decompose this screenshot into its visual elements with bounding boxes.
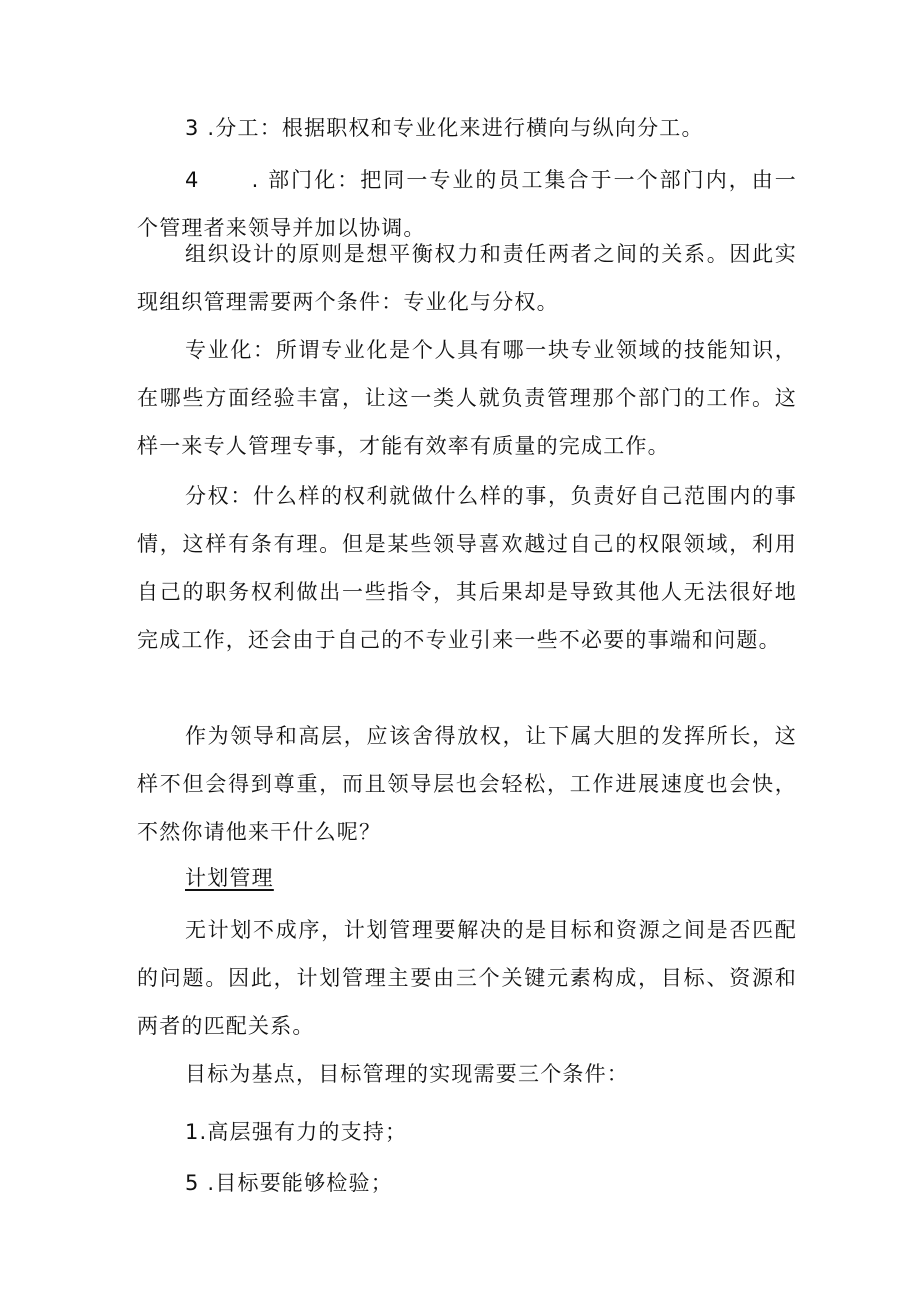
paragraph-goal-conditions: 目标为基点，目标管理的实现需要三个条件：: [185, 1062, 629, 1086]
list-item-leadership-support: 1.高层强有力的支持；: [185, 1120, 408, 1144]
paragraph-organization-principle: 组织设计的原则是想平衡权力和责任两者之间的关系。因此实现组织管理需要两个条件：专业化与分权。: [137, 242, 797, 314]
paragraph-leadership: 作为领导和高层，应该舍得放权，让下属大胆的发挥所长，这样不但会得到尊重，而且领导层也会轻松，工作进展速度也会快，不然你请他来干什么呢？: [137, 724, 797, 844]
list-item-division-of-labor: 3 .分工：根据职权和专业化来进行横向与纵向分工。: [185, 116, 704, 140]
list-item-text: . 部门化：把同一专业的员工集合于一个部门内，由一个管理者来领导并加以协调。: [137, 168, 797, 240]
paragraph-decentralization: 分权：什么样的权利就做什么样的事，负责好自己范围内的事情，这样有条有理。但是某些领导喜欢越过自己的权限领域，利用自己的职务权利做出一些指令，其后果却是导致其他人无法很好地完成工作，还会由于自己的不专业引来一些不必要的事端和问题。: [137, 484, 797, 652]
list-item-verifiable-goals: 5 .目标要能够检验；: [185, 1171, 393, 1195]
paragraph-plan-management: 无计划不成序，计划管理要解决的是目标和资源之间是否匹配的问题。因此，计划管理主要由三个关键元素构成，目标、资源和两者的匹配关系。: [137, 918, 797, 1038]
paragraph-specialization: 专业化：所谓专业化是个人具有哪一块专业领域的技能知识，在哪些方面经验丰富，让这一类人就负责管理那个部门的工作。这样一来专人管理专事，才能有效率有质量的完成工作。: [137, 338, 797, 458]
list-number: 4: [185, 168, 200, 192]
section-heading-plan-management: 计划管理: [185, 866, 274, 890]
